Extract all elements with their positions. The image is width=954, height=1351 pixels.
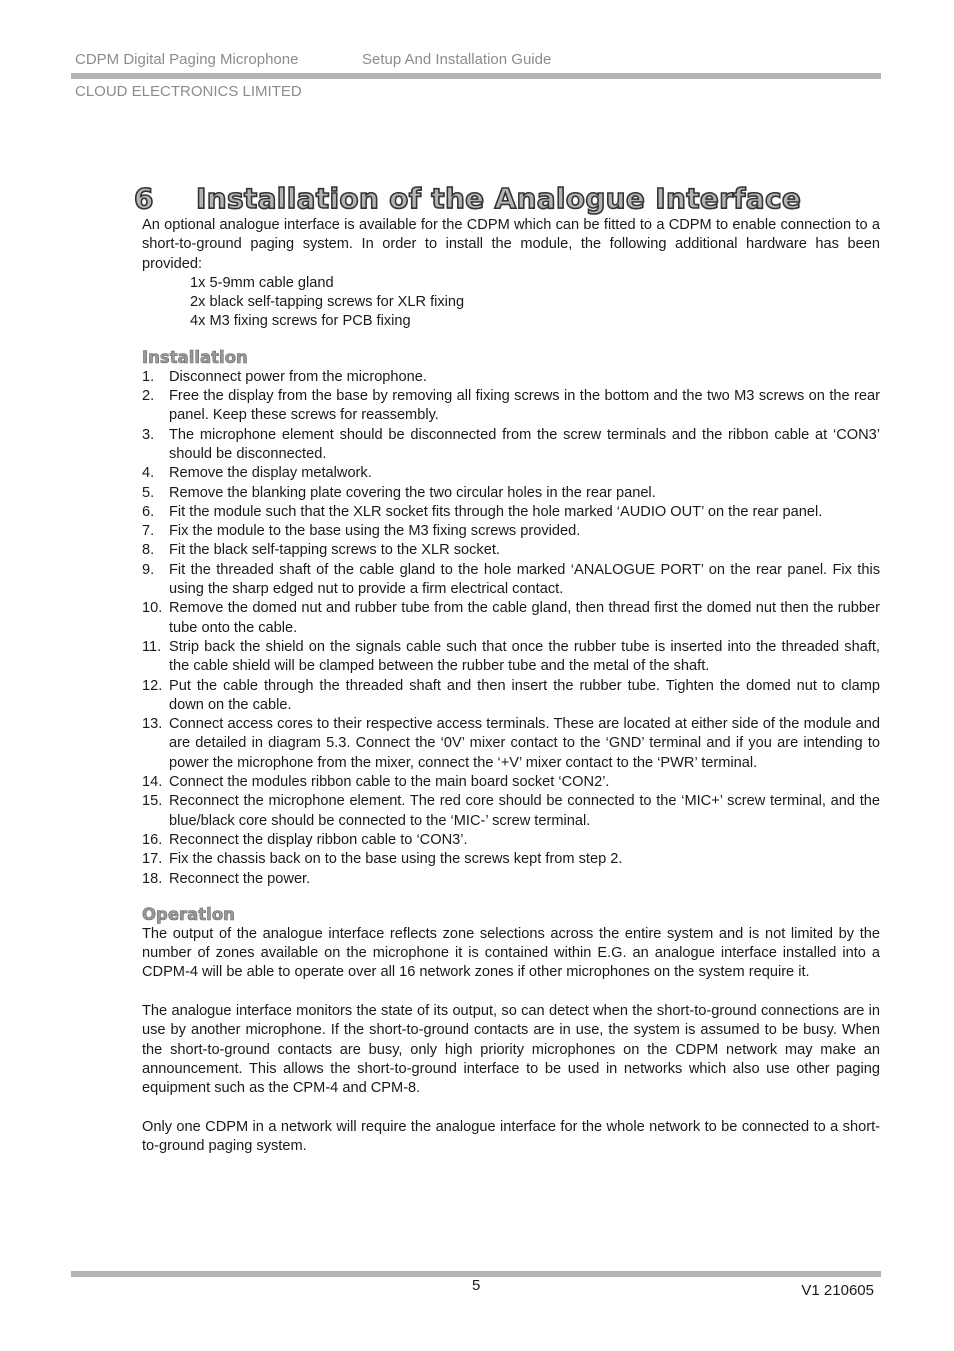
step-number: 14. — [142, 774, 163, 791]
operation-paragraph: The analogue interface monitors the state of its output, so can detect when the short-to-ground connections are in use by another microphone. If the short-to-ground contacts are in use, the system is assumed to be busy. When the short-to-ground contacts are busy, only high priority microphones on the CDPM network may make an announcement. This allows the short-to-ground interface to be used in networks which also use other paging equipment such as the CPM-4 and CPM-8. — [142, 1002, 880, 1097]
installation-step — [142, 387, 880, 426]
step-text: Remove the domed nut and rubber tube from the cable gland, then thread first the domed nut then the rubber tube onto the cable. — [169, 600, 880, 636]
page-number: 5 — [472, 1277, 481, 1294]
step-number: 12. — [142, 677, 163, 694]
step-text: Put the cable through the threaded shaft and then insert the rubber tube. Tighten the domed nut to clamp down on the cable. — [169, 677, 880, 713]
operation-paragraph: The output of the analogue interface reflects zone selections across the entire system and is not limited by the number of zones available on the microphone it is contained within E.G. an analogue interface installed into a CDPM-4 will be able to operate over all 16 network zones if other microphones on the system require it. — [142, 925, 880, 981]
step-text: Reconnect the power. — [169, 870, 311, 887]
step-text: Connect the modules ribbon cable to the main board socket ‘CON2’. — [169, 774, 610, 791]
installation-step — [142, 850, 880, 869]
header-rule — [71, 73, 881, 79]
step-text: The microphone element should be disconnected from the screw terminals and the ribbon cable at ‘CON3’ should be disconnected. — [169, 426, 880, 462]
step-text: Free the display from the base by removing all fixing screws in the bottom and the two M3 screws on the rear panel. Keep these screws for reassembly. — [169, 388, 880, 424]
step-text: Remove the blanking plate covering the two circular holes in the rear panel. — [169, 484, 656, 501]
installation-step — [142, 561, 880, 600]
installation-step — [142, 541, 880, 560]
step-number: 10. — [142, 600, 163, 617]
installation-step — [142, 503, 880, 522]
installation-step — [142, 426, 880, 465]
installation-step — [142, 522, 880, 541]
step-number: 13. — [142, 716, 163, 733]
hardware-list — [142, 274, 880, 332]
installation-heading: Installation — [142, 347, 248, 367]
installation-step — [142, 715, 880, 773]
step-number: 8. — [142, 542, 155, 559]
installation-step — [142, 484, 880, 503]
step-number: 6. — [142, 503, 155, 520]
installation-step — [142, 773, 880, 792]
installation-step — [142, 831, 880, 850]
section-heading — [134, 182, 880, 216]
step-text: Fix the module to the base using the M3 fixing screws provided. — [169, 523, 581, 540]
step-number: 16. — [142, 831, 163, 848]
step-number: 2. — [142, 388, 155, 405]
step-number: 1. — [142, 368, 155, 385]
step-text: Remove the display metalwork. — [169, 465, 372, 482]
step-text: Connect access cores to their respective access terminals. These are located at either side of the module and are detailed in diagram 5.3. Connect the ‘0V’ mixer contact to the ‘GND’ terminal and if you are intending to power the microphone from the mixer, connect the ‘+V’ mixer contact to the ‘PWR’ terminal. — [169, 716, 880, 771]
operation-heading: Operation — [142, 904, 235, 924]
step-number: 18. — [142, 870, 163, 887]
step-text: Fit the threaded shaft of the cable gland to the hole marked ‘ANALOGUE PORT’ on the rear panel. Fix this using the sharp edged nut to provide a firm electrical contact. — [169, 561, 880, 598]
step-text: Fit the module such that the XLR socket fits through the hole marked ‘AUDIO OUT’ on the rear panel. — [169, 503, 823, 520]
step-text: Reconnect the microphone element. The red core should be connected to the ‘MIC+’ screw terminal, and the blue/black core should be connected to the ‘MIC-’ screw terminal. — [169, 793, 880, 829]
header-product-name: CDPM Digital Paging Microphone — [75, 51, 299, 68]
section-number: 6 — [134, 182, 154, 215]
installation-step — [142, 368, 880, 387]
step-number: 9. — [142, 561, 155, 578]
hardware-item: 1x 5-9mm cable gland — [190, 274, 334, 291]
step-text: Fit the black self-tapping screws to the XLR socket. — [169, 542, 500, 559]
operation-paragraph: Only one CDPM in a network will require the analogue interface for the whole network to be connected to a short-to-ground paging system. — [142, 1118, 880, 1155]
section-title: Installation of the Analogue Interface — [196, 182, 802, 215]
step-number: 17. — [142, 851, 163, 868]
installation-step — [142, 638, 880, 677]
hardware-item: 4x M3 fixing screws for PCB fixing — [190, 313, 411, 330]
header-guide-title: Setup And Installation Guide — [362, 51, 552, 68]
step-number: 5. — [142, 484, 155, 501]
page-content — [134, 182, 880, 1156]
installation-step — [142, 599, 880, 638]
step-number: 4. — [142, 465, 155, 482]
installation-steps — [142, 368, 880, 889]
installation-step — [142, 677, 880, 716]
header-company-name: CLOUD ELECTRONICS LIMITED — [75, 83, 302, 100]
step-number: 3. — [142, 426, 155, 443]
version-label: V1 210605 — [801, 1282, 874, 1299]
step-text: Strip back the shield on the signals cable such that once the rubber tube is inserted into the threaded shaft, the cable shield will be clamped between the rubber tube and the metal of the shaft. — [169, 638, 880, 675]
step-number: 15. — [142, 793, 163, 810]
hardware-item: 2x black self-tapping screws for XLR fixing — [190, 294, 465, 311]
step-number: 7. — [142, 523, 155, 540]
installation-step — [142, 870, 880, 889]
step-text: Disconnect power from the microphone. — [169, 368, 427, 385]
installation-step — [142, 464, 880, 483]
step-text: Reconnect the display ribbon cable to ‘CON3’. — [169, 831, 468, 848]
step-text: Fix the chassis back on to the base using the screws kept from step 2. — [169, 851, 623, 868]
installation-step — [142, 792, 880, 831]
intro-paragraph: An optional analogue interface is available for the CDPM which can be fitted to a CDPM to enable connection to a short-to-ground paging system. In order to install the module, the following additional hardware has been provided: — [142, 217, 880, 272]
step-number: 11. — [142, 638, 162, 655]
